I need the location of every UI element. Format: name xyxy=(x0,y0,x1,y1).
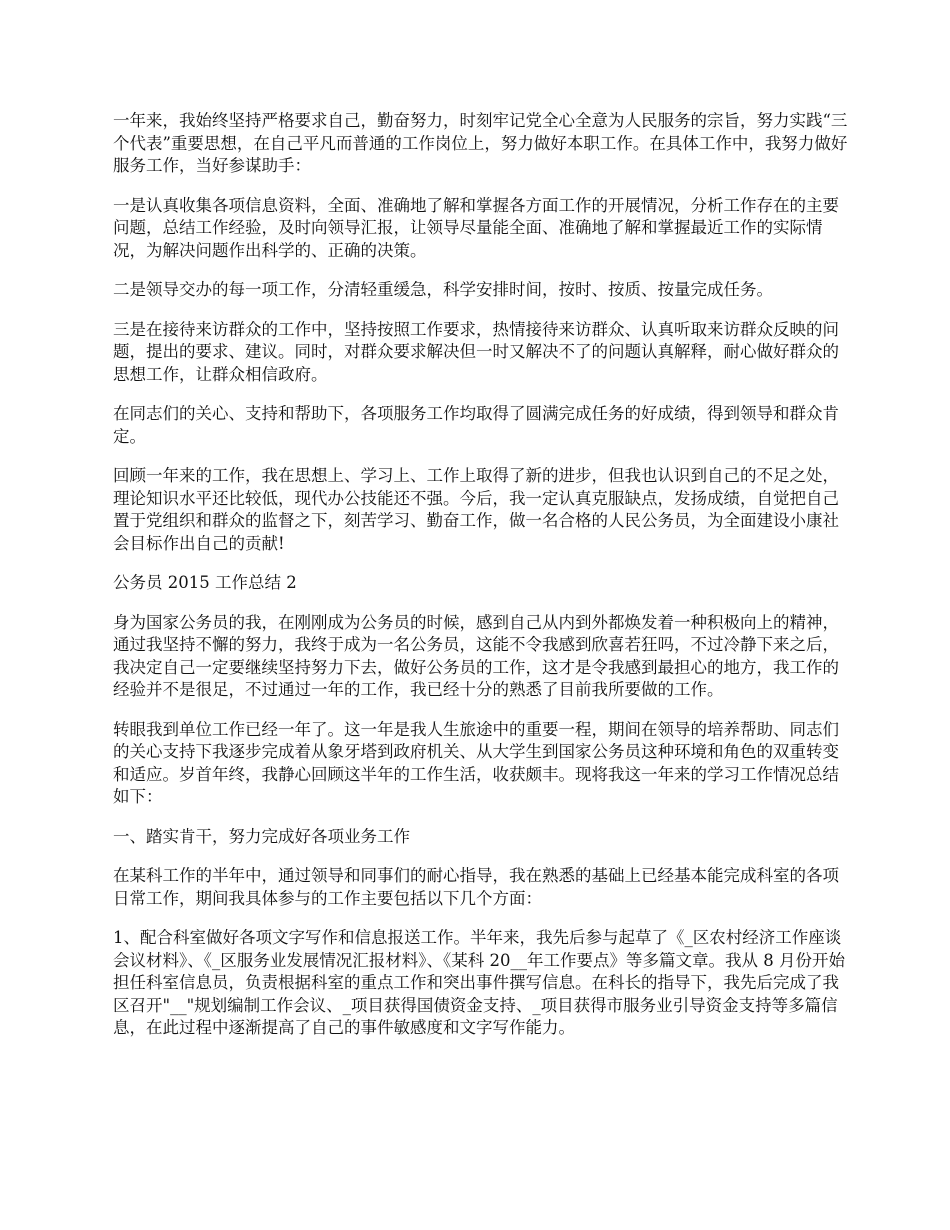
subheading-diligent-work: 一、踏实肯干，努力完成好各项业务工作 xyxy=(113,826,410,846)
paragraph-achievement: 在同志们的关心、支持和帮助下，各项服务工作均取得了圆满完成任务的好成绩，得到领导和群众肯定。 xyxy=(113,404,839,446)
paragraph-one-year: 转眼我到单位工作已经一年了。这一年是我人生旅途中的重要一程，期间在领导的培养帮助、同志们的关心支持下我逐步完成着从象牙塔到政府机关、从大学生到国家公务员这种环境和角色的双重转变和适应。岁首年终，我静心回顾这半年的工作生活，收获颇丰。现将我这一年来的学习工作情况总结如下： xyxy=(113,719,839,806)
paragraph-intro: 一年来，我始终坚持严格要求自己，勤奋努力，时刻牢记党全心全意为人民服务的宗旨，努力实践“三个代表”重要思想，在自己平凡而普通的工作岗位上，努力做好本职工作。在具体工作中，我努力做好服务工作，当好参谋助手： xyxy=(113,111,848,175)
paragraph-review: 回顾一年来的工作，我在思想上、学习上、工作上取得了新的进步，但我也认识到自己的不足之处，理论知识水平还比较低，现代办公技能还不强。今后，我一定认真克服缺点，发扬成绩，自觉把自己置于党组织和群众的监督之下，刻苦学习、勤奋工作，做一名合格的人民公务员，为全面建设小康社会目标作出自己的贡献! xyxy=(113,466,839,553)
document-body xyxy=(113,110,853,1057)
paragraph-new-civil-servant: 身为国家公务员的我，在刚刚成为公务员的时候，感到自己从内到外都焕发着一种积极向上的精神，通过我坚持不懈的努力，我终于成为一名公务员，这能不令我感到欣喜若狂吗，不过冷静下来之后，我决定自己一定要继续坚持努力下去，做好公务员的工作，这才是令我感到最担心的地方，我工作的经验并不是很足，不过通过一年的工作，我已经十分的熟悉了目前我所要做的工作。 xyxy=(113,612,839,699)
paragraph-writing-work: 1、配合科室做好各项文字写作和信息报送工作。半年来，我先后参与起草了《_区农村经济工作座谈会议材料》、《_区服务业发展情况汇报材料》、《某科 20__年工作要点》等多篇文章。我从 8 月份开始担任科室信息员，负责根据科室的重点工作和突出事件撰写信息。在科长的指导下，我先后完成了我区召开"__"规划编制工作会议、_项目获得国债资金支持、_项目获得市服务业引导资金支持等多篇信息，在此过程中逐渐提高了自己的事件敏感度和文字写作能力。 xyxy=(113,928,845,1037)
paragraph-half-year: 在某科工作的半年中，通过领导和同事们的耐心指导，我在熟悉的基础上已经基本能完成科室的各项日常工作，期间我具体参与的工作主要包括以下几个方面： xyxy=(113,866,839,908)
section-title: 公务员 2015 工作总结 2 xyxy=(113,573,297,592)
paragraph-point-one: 一是认真收集各项信息资料，全面、准确地了解和掌握各方面工作的开展情况，分析工作存在的主要问题，总结工作经验，及时向领导汇报，让领导尽量能全面、准确地了解和掌握最近工作的实际情况，为解决问题作出科学的、正确的决策。 xyxy=(113,195,839,260)
paragraph-point-three: 三是在接待来访群众的工作中，坚持按照工作要求，热情接待来访群众、认真听取来访群众反映的问题，提出的要求、建议。同时，对群众要求解决但一时又解决不了的问题认真解释，耐心做好群众的思想工作，让群众相信政府。 xyxy=(113,319,839,384)
paragraph-point-two: 二是领导交办的每一项工作，分清轻重缓急，科学安排时间，按时、按质、按量完成任务。 xyxy=(113,280,773,299)
